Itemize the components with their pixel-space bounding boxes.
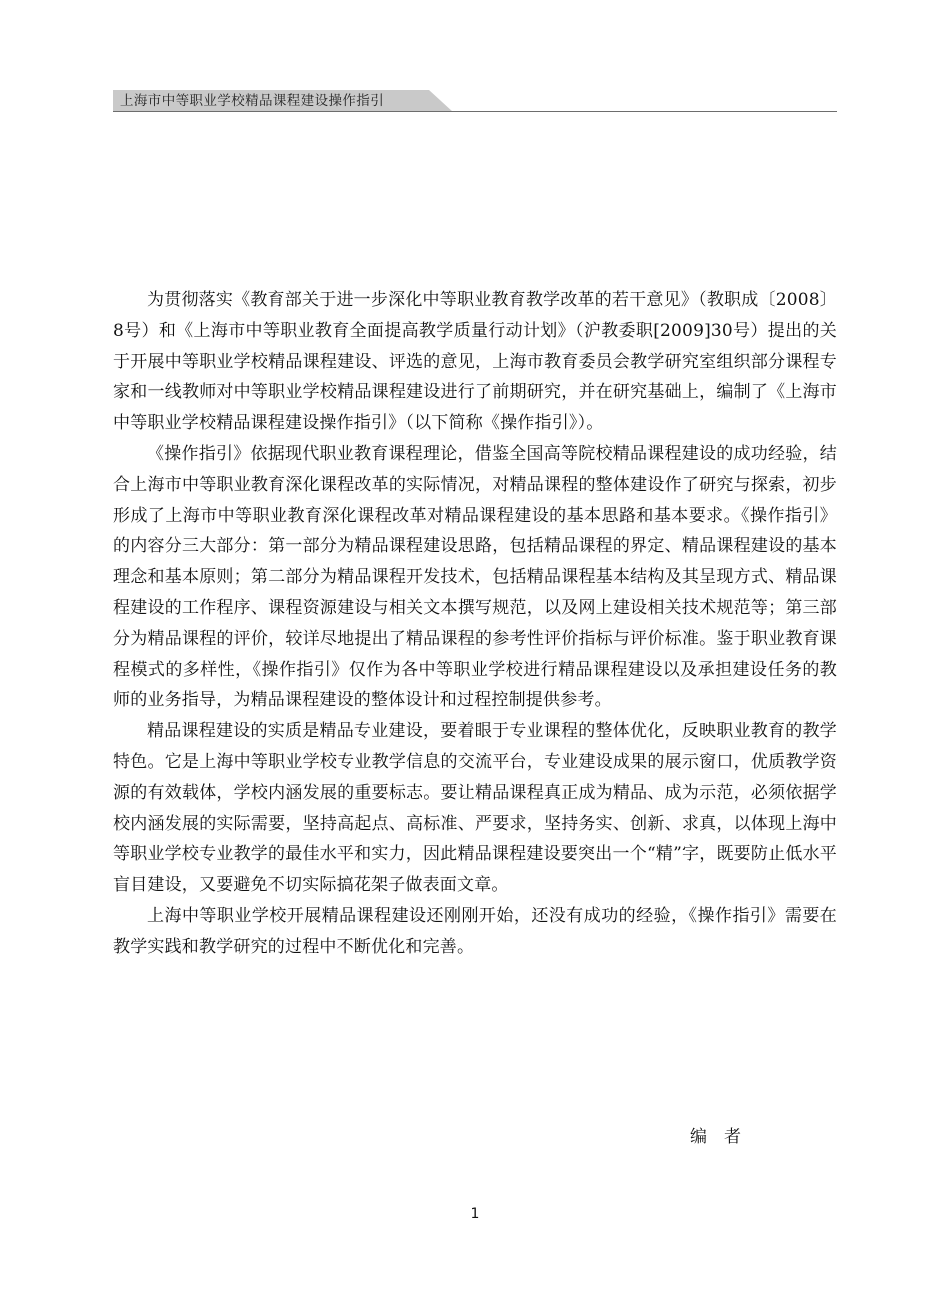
paragraph-2: 《操作指引》依据现代职业教育课程理论，借鉴全国高等院校精品课程建设的成功经验，结合上海市中等职业教育深化课程改革的实际情况，对精品课程的整体建设作了研究与探索，初步形成了上海市中等职业教育深化课程改革对精品课程建设的基本思路和基本要求。《操作指引》的内容分三大部分：第一部分为精品课程建设思路，包括精品课程的界定、精品课程建设的基本理念和基本原则；第二部分为精品课程开发技术，包括精品课程基本结构及其呈现方式、精品课程建设的工作程序、课程资源建设与相关文本撰写规范，以及网上建设相关技术规范等；第三部分为精品课程的评价，较详尽地提出了精品课程的参考性评价指标与评价标准。鉴于职业教育课程模式的多样性，《操作指引》仅作为各中等职业学校进行精品课程建设以及承担建设任务的教师的业务指导，为精品课程建设的整体设计和过程控制提供参考。 (113, 443, 837, 711)
signature-editor: 编 者 (690, 1127, 741, 1147)
paragraph-4: 上海中等职业学校开展精品课程建设还刚刚开始，还没有成功的经验，《操作指引》需要在教学实践和教学研究的过程中不断优化和完善。 (113, 905, 837, 957)
preface-body (113, 285, 837, 963)
page-number: 1 (470, 1206, 480, 1222)
paragraph-3: 精品课程建设的实质是精品专业建设，要着眼于专业课程的整体优化，反映职业教育的教学特色。它是上海中等职业学校专业教学信息的交流平台，专业建设成果的展示窗口，优质教学资源的有效载体，学校内涵发展的重要标志。要让精品课程真正成为精品、成为示范，必须依据学校内涵发展的实际需要，坚持高起点、高标准、严要求，坚持务实、创新、求真，以体现上海中等职业学校专业教学的最佳水平和实力，因此精品课程建设要突出一个“精”字，既要防止低水平盲目建设，又要避免不切实际搞花架子做表面文章。 (113, 721, 837, 896)
paragraph-1: 为贯彻落实《教育部关于进一步深化中等职业教育教学改革的若干意见》（教职成〔2008〕8号）和《上海市中等职业教育全面提高教学质量行动计划》（沪教委职[2009]30号）提出的关于开展中等职业学校精品课程建设、评选的意见，上海市教育委员会教学研究室组织部分课程专家和一线教师对中等职业学校精品课程建设进行了前期研究，并在研究基础上，编制了《上海市中等职业学校精品课程建设操作指引》（以下简称《操作指引》）。 (113, 290, 837, 434)
running-header-title: 上海市中等职业学校精品课程建设操作指引 (120, 93, 385, 109)
header-rule (113, 111, 837, 112)
